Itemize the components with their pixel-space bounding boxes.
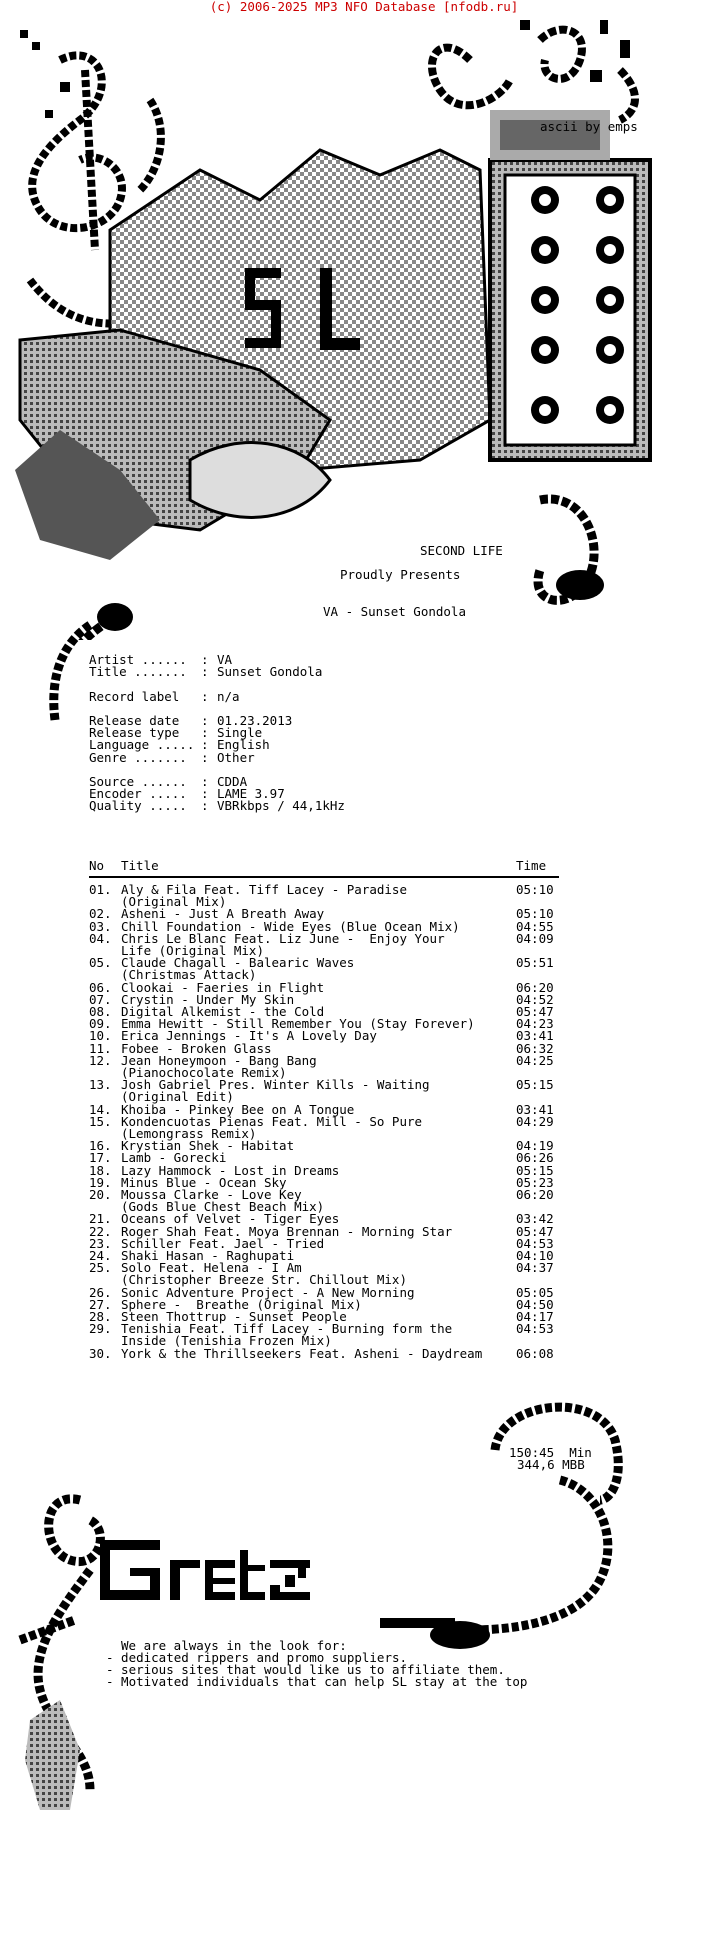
info-key: Release date: [89, 713, 187, 728]
track-number: 01.: [89, 882, 112, 897]
tracklist-header-title: Title: [121, 858, 159, 873]
track-time: 05:47: [516, 1004, 554, 1019]
info-separator: :: [201, 786, 209, 802]
track-title: Lazy Hammock - Lost in Dreams: [121, 1162, 340, 1178]
track-time: 03:41: [516, 1028, 554, 1044]
track-title-continued: (Original Mix): [121, 894, 227, 910]
track-title: Minus Blue - Ocean Sky: [121, 1174, 287, 1190]
track-time: 06:20: [516, 979, 554, 995]
track-time: 04:17: [516, 1309, 554, 1324]
track-number: 19.: [89, 1174, 112, 1190]
group-name: SECOND LIFE: [420, 543, 503, 558]
info-separator: :: [201, 652, 209, 667]
info-key: Quality .....: [89, 798, 187, 814]
track-number: 02.: [89, 906, 112, 922]
track-time: 04:55: [516, 918, 554, 934]
track-title: Solo Feat. Helena - I Am: [121, 1260, 302, 1276]
nfo-database-credit: (c) 2006-2025 MP3 NFO Database [nfodb.ru]: [209, 0, 519, 14]
track-time: 04:09: [516, 930, 554, 946]
track-title: Jean Honeymoon - Bang Bang: [121, 1052, 317, 1068]
track-number: 15.: [89, 1113, 112, 1129]
track-time: 05:10: [516, 906, 554, 922]
track-number: 11.: [89, 1040, 112, 1056]
track-number: 20.: [89, 1187, 112, 1202]
track-title: Chris Le Blanc Feat. Liz June - Enjoy Your: [121, 930, 445, 946]
track-title: Khoiba - Pinkey Bee on A Tongue: [121, 1101, 355, 1117]
track-title: York & the Thrillseekers Feat. Asheni - Daydream: [121, 1345, 483, 1361]
track-number: 18.: [89, 1162, 112, 1178]
track-time: 05:05: [516, 1284, 554, 1300]
tracklist-header-rule: [89, 876, 559, 878]
track-number: 29.: [89, 1321, 112, 1337]
track-title: Moussa Clarke - Love Key: [121, 1187, 302, 1202]
track-time: 04:19: [516, 1138, 554, 1154]
info-value: 01.23.2013: [217, 713, 293, 728]
info-key: Source ......: [89, 774, 187, 789]
track-title-continued: (Gods Blue Chest Beach Mix): [121, 1199, 325, 1215]
track-number: 28.: [89, 1309, 112, 1324]
track-title: Digital Alkemist - the Cold: [121, 1004, 325, 1019]
track-title: Shaki Hasan - Raghupati: [121, 1248, 295, 1263]
track-title: Roger Shah Feat. Moya Brennan - Morning Star: [121, 1223, 453, 1239]
track-title: Claude Chagall - Balearic Waves: [121, 955, 355, 971]
track-title: Erica Jennings - It's A Lovely Day: [121, 1028, 377, 1044]
track-title-continued: (Christmas Attack): [121, 967, 257, 983]
track-time: 06:32: [516, 1040, 554, 1056]
track-number: 21.: [89, 1211, 112, 1227]
track-title-continued: (Christopher Breeze Str. Chillout Mix): [121, 1272, 407, 1288]
track-time: 05:51: [516, 955, 554, 971]
track-title: Oceans of Velvet - Tiger Eyes: [121, 1211, 340, 1227]
track-time: 04:37: [516, 1260, 554, 1276]
track-number: 09.: [89, 1016, 112, 1032]
track-number: 03.: [89, 918, 112, 934]
track-title: Tenishia Feat. Tiff Lacey - Burning form the: [121, 1321, 453, 1337]
track-title: Kondencuotas Pienas Feat. Mill - So Pure: [121, 1113, 423, 1129]
track-time: 03:41: [516, 1101, 554, 1117]
info-separator: :: [201, 713, 209, 728]
greetz-item: - Motivated individuals that can help SL stay at the top: [106, 1674, 528, 1689]
track-number: 04.: [89, 930, 112, 946]
info-key: Title .......: [89, 664, 187, 680]
track-time: 05:23: [516, 1174, 554, 1190]
total-duration: 150:45 Min: [509, 1445, 592, 1460]
info-key: Release type: [89, 725, 187, 741]
track-title: Clookai - Faeries in Flight: [121, 979, 325, 995]
track-title: Aly & Fila Feat. Tiff Lacey - Paradise: [121, 882, 407, 897]
track-title-continued: (Pianochocolate Remix): [121, 1065, 287, 1080]
info-value: LAME 3.97: [217, 786, 285, 802]
track-number: 22.: [89, 1223, 112, 1239]
total-size: 344,6 MBB: [517, 1457, 585, 1472]
track-title: Krystian Shek - Habitat: [121, 1138, 295, 1154]
track-number: 17.: [89, 1150, 112, 1166]
track-title-continued: (Lemongrass Remix): [121, 1126, 257, 1141]
track-number: 23.: [89, 1235, 112, 1251]
greetz-intro: We are always in the look for:: [121, 1638, 347, 1653]
track-number: 16.: [89, 1138, 112, 1154]
track-number: 25.: [89, 1260, 112, 1276]
track-time: 04:23: [516, 1016, 554, 1032]
track-title: Emma Hewitt - Still Remember You (Stay Forever): [121, 1016, 475, 1032]
greetz-logo-text: [100, 1540, 310, 1600]
info-value: Other: [217, 749, 255, 765]
track-number: 10.: [89, 1028, 112, 1044]
track-time: 04:52: [516, 991, 554, 1007]
track-number: 08.: [89, 1004, 112, 1019]
info-key: Genre .......: [89, 749, 187, 765]
proudly-presents: Proudly Presents: [340, 567, 461, 582]
track-time: 04:10: [516, 1248, 554, 1263]
track-title: Lamb - Gorecki: [121, 1150, 227, 1166]
track-title-continued: Life (Original Mix): [121, 943, 264, 958]
track-number: 07.: [89, 991, 112, 1007]
info-key: Record label: [89, 688, 187, 704]
track-title: Chill Foundation - Wide Eyes (Blue Ocean Mix): [121, 918, 460, 934]
info-key: Encoder .....: [89, 786, 187, 802]
track-title-continued: Inside (Tenishia Frozen Mix): [121, 1333, 332, 1349]
track-number: 13.: [89, 1077, 112, 1093]
track-title: Schiller Feat. Jael - Tried: [121, 1235, 325, 1251]
track-time: 03:42: [516, 1211, 554, 1227]
info-value: n/a: [217, 688, 240, 704]
track-time: 05:10: [516, 882, 554, 897]
info-separator: :: [201, 737, 209, 753]
info-separator: :: [201, 725, 209, 741]
track-title-continued: (Original Edit): [121, 1089, 234, 1105]
info-key: Artist ......: [89, 652, 187, 667]
info-value: CDDA: [217, 774, 248, 789]
track-number: 26.: [89, 1284, 112, 1300]
info-value: English: [217, 737, 270, 753]
greetz-item: - dedicated rippers and promo suppliers.: [106, 1650, 408, 1665]
track-number: 14.: [89, 1101, 112, 1117]
track-time: 04:25: [516, 1052, 554, 1068]
totals-box: [505, 1445, 623, 1483]
track-number: 30.: [89, 1345, 112, 1361]
info-separator: :: [201, 664, 209, 680]
track-time: 04:53: [516, 1235, 554, 1251]
ascii-credit: ascii by emps: [540, 119, 638, 134]
track-time: 05:47: [516, 1223, 554, 1239]
track-time: 05:15: [516, 1162, 554, 1178]
info-separator: :: [201, 798, 209, 814]
info-value: Sunset Gondola: [217, 664, 323, 680]
info-key: Language .....: [89, 737, 195, 753]
tracklist-header-no: No: [89, 858, 105, 873]
track-time: 04:29: [516, 1113, 554, 1129]
track-title: Crystin - Under My Skin: [121, 991, 295, 1007]
track-number: 06.: [89, 979, 112, 995]
greetz-item: - serious sites that would like us to affiliate them.: [106, 1662, 505, 1677]
track-title: Sonic Adventure Project - A New Morning: [121, 1284, 415, 1300]
release-title: VA - Sunset Gondola: [323, 604, 466, 619]
track-time: 05:15: [516, 1077, 554, 1093]
info-value: Single: [217, 725, 263, 741]
track-number: 24.: [89, 1248, 112, 1263]
track-title: Asheni - Just A Breath Away: [121, 906, 325, 922]
track-time: 06:26: [516, 1150, 554, 1166]
track-title: Steen Thottrup - Sunset People: [121, 1309, 347, 1324]
info-value: VA: [217, 652, 233, 667]
track-title: Fobee - Broken Glass: [121, 1040, 272, 1056]
info-separator: :: [201, 774, 209, 789]
track-number: 12.: [89, 1052, 112, 1068]
track-time: 06:08: [516, 1345, 554, 1361]
sl-ascii-art-logo: [0, 0, 728, 640]
info-value: VBRkbps / 44,1kHz: [217, 798, 345, 814]
track-number: 27.: [89, 1296, 112, 1312]
track-time: 06:20: [516, 1187, 554, 1202]
tracklist-header-time: Time: [516, 858, 547, 873]
track-title: Josh Gabriel Pres. Winter Kills - Waiting: [121, 1077, 430, 1093]
track-title: Sphere - Breathe (Original Mix): [121, 1296, 362, 1312]
track-number: 05.: [89, 955, 112, 971]
track-time: 04:53: [516, 1321, 554, 1337]
info-separator: :: [201, 749, 209, 765]
track-time: 04:50: [516, 1296, 554, 1312]
info-separator: :: [201, 688, 209, 704]
